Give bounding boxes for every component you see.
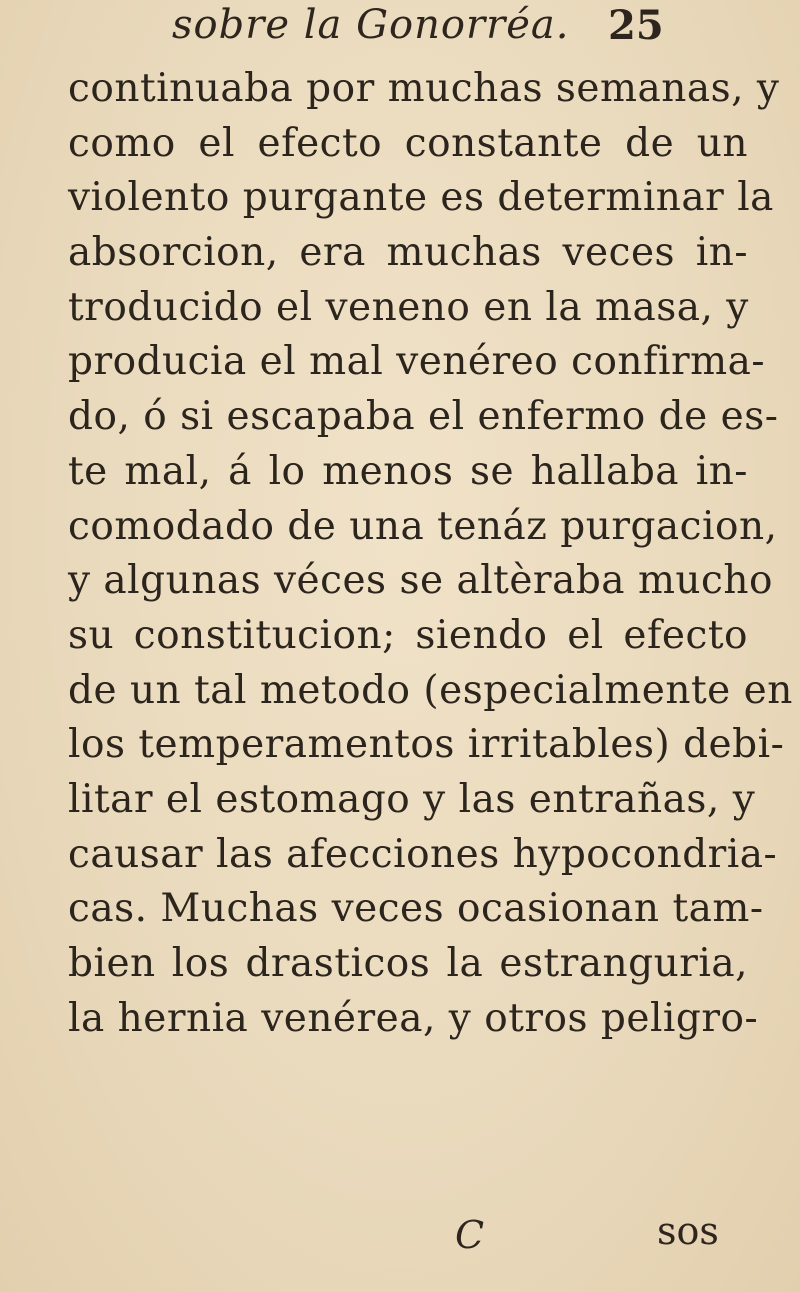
signature-mark: C [455, 1213, 485, 1257]
running-head-title: sobre la Gonorréa. [172, 2, 570, 48]
text-line: como el efecto constante de un [68, 120, 748, 166]
text-line: cas. Muchas veces ocasionan tam- [68, 886, 764, 932]
catchword: sos [657, 1209, 719, 1253]
text-line: bien los drasticos la estranguria, [68, 941, 748, 986]
text-line: violento purgante es determinar la [68, 175, 774, 221]
text-line: comodado de una tenáz purgacion, [68, 503, 778, 549]
page-number: 25 [608, 2, 664, 49]
text-line: continuaba por muchas semanas, y [68, 66, 780, 111]
text-line: litar el estomago y las entrañas, y [68, 776, 756, 822]
text-line: troducido el veneno en la masa, y [68, 284, 749, 330]
text-line: su constitucion; siendo el efecto [68, 612, 748, 658]
text-line: la hernia venérea, y otros peligro- [68, 995, 759, 1041]
text-line: do, ó si escapaba el enfermo de es- [68, 394, 779, 440]
text-line: los temperamentos irritables) debi- [68, 722, 785, 768]
text-line: y algunas véces se altèraba mucho [68, 558, 773, 604]
text-line: te mal, á lo menos se hallaba in- [68, 448, 748, 494]
text-line: producia el mal venéreo confirma- [68, 339, 766, 385]
text-line: causar las afecciones hypocondria- [68, 831, 778, 877]
text-line: de un tal metodo (especialmente en [68, 667, 793, 713]
running-head [0, 0, 800, 60]
text-line: absorcion, era muchas veces in- [68, 230, 748, 276]
body-text [68, 62, 793, 1046]
